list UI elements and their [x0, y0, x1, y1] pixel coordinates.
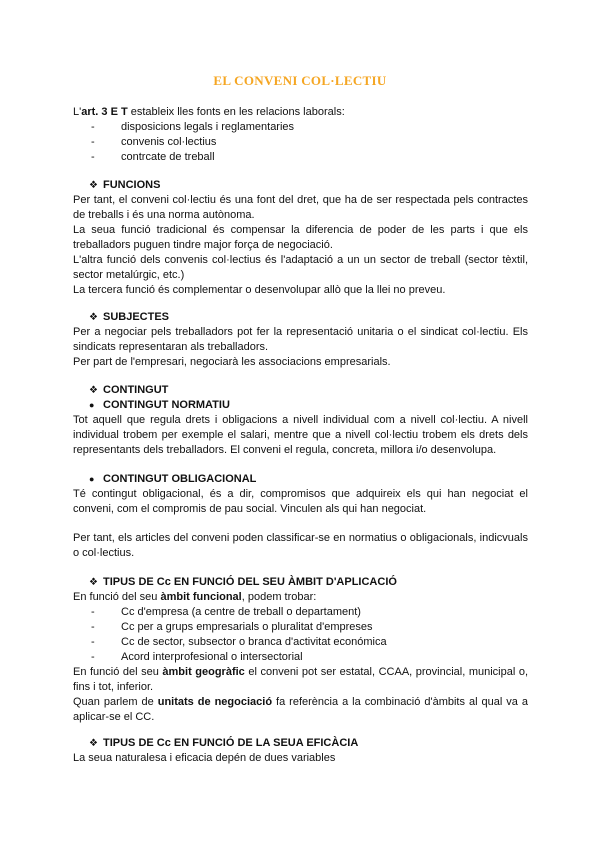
paragraph: La seua funció tradicional és compensar la diferencia de poder de les parts i que els treballadors puguen tindre major força de negociació.: [73, 224, 528, 251]
subsection-heading: [73, 472, 528, 487]
text-span: Quan parlem de: [73, 696, 158, 708]
bullet-icon: ●: [89, 400, 95, 410]
ambit-geografic-paragraph: [73, 665, 528, 695]
normatiu-heading: CONTINGUT NORMATIU: [103, 399, 230, 411]
text-span: el conveni pot ser estatal, CCAA, provincial, municipal o, fins i tot, inferior.: [73, 666, 528, 693]
list-item: [73, 620, 528, 635]
obligacional-section: [73, 472, 528, 517]
intro-suffix: estableix lles fonts en les relacions laborals:: [127, 106, 345, 118]
subsection-heading: [73, 398, 528, 413]
dash-marker: -: [91, 121, 95, 133]
text-span: En funció del seu: [73, 666, 163, 678]
bullet-icon: ●: [89, 474, 95, 484]
dash-marker: -: [91, 136, 95, 148]
list-item: [73, 605, 528, 620]
paragraph: La seua naturalesa i eficacia depén de dues variables: [73, 752, 336, 764]
contingut-section: [73, 383, 528, 458]
funcions-section: [73, 178, 528, 298]
diamond-icon: ❖: [89, 738, 98, 749]
diamond-icon: ❖: [89, 385, 98, 396]
document-title: EL CONVENI COL·LECTIU: [213, 73, 387, 88]
diamond-icon: ❖: [89, 180, 98, 191]
tipus-eficacia-section: [73, 736, 528, 766]
dash-marker: -: [91, 636, 95, 648]
unitats-negociacio-paragraph: [73, 695, 528, 725]
section-heading: [73, 178, 528, 193]
paragraph: Per tant, el conveni col·lectiu és una font del dret, que ha de ser respectada pels contractes de treballs i és una norma autònoma.: [73, 194, 528, 221]
paragraph: Per part de l'empresari, negociarà les associacions empresarials.: [73, 356, 391, 368]
diamond-icon: ❖: [89, 312, 98, 323]
paragraph: Té contingut obligacional, és a dir, compromisos que adquireix els qui han negociat el conveni, com el compromis de pau social. Vinculen als qui han negociat.: [73, 488, 528, 515]
contingut-heading: CONTINGUT: [103, 384, 169, 396]
diamond-icon: ❖: [89, 577, 98, 588]
list-item-text: convenis col·lectius: [121, 136, 217, 148]
list-item-text: Cc de sector, subsector o branca d'activitat económica: [121, 636, 387, 648]
list-item: [73, 635, 528, 650]
list-item-text: Cc d'empresa (a centre de treball o departament): [121, 606, 361, 618]
ambit-funcional-term: àmbit funcional: [160, 591, 242, 603]
text-span: , podem trobar:: [241, 591, 317, 603]
tipus-ambit-heading: TIPUS DE Cc EN FUNCIÓ DEL SEU ÀMBIT D'APLICACIÓ: [103, 576, 397, 588]
paragraph: Tot aquell que regula drets i obligacions a nivell individual com a nivell col·lectiu. A nivell individual trobem per exemple el salari, mentre que a nivell col·lectiu trobem els drets dels representants dels treballadors. El conveni el regula, concreta, millora i/o desenvolupa.: [73, 414, 528, 456]
intro-block: [73, 105, 528, 165]
funcions-heading: FUNCIONS: [103, 179, 161, 191]
ambit-funcional-line: [73, 590, 528, 605]
text-span: En funció del seu: [73, 591, 161, 603]
section-heading: [73, 383, 528, 398]
list-item: [73, 120, 528, 135]
list-item: [73, 650, 528, 665]
section-heading: [73, 575, 528, 590]
list-item: [73, 135, 528, 150]
subjectes-section: [73, 310, 528, 370]
dash-marker: -: [91, 151, 95, 163]
intro-article-ref: art. 3 E T: [81, 106, 128, 118]
list-item-text: contrcate de treball: [121, 151, 215, 163]
contingut-summary: Per tant, els articles del conveni poden classificar-se en normatius o obligacionals, indicvuals o col·lectius.: [73, 532, 528, 559]
list-item: [73, 150, 528, 165]
list-item-text: disposicions legals i reglamentaries: [121, 121, 295, 133]
dash-marker: -: [91, 606, 95, 618]
unitats-negociacio-term: unitats de negociació: [157, 696, 273, 708]
text-span: fa referència a la combinació d'àmbits al qual va a aplicar-se el CC.: [73, 696, 528, 723]
obligacional-heading: CONTINGUT OBLIGACIONAL: [103, 473, 257, 485]
tipus-eficacia-heading: TIPUS DE Cc EN FUNCIÓ DE LA SEUA EFICÀCIA: [103, 737, 359, 749]
list-item-text: Acord interprofesional o intersectorial: [121, 651, 303, 663]
paragraph: L'altra funció dels convenis col·lectius és l'adaptació a un un sector de treball (sector tèxtil, sector metalúrgic, etc.): [73, 254, 528, 281]
tipus-ambit-section: [73, 575, 528, 725]
section-heading: [73, 736, 528, 751]
intro-prefix: L': [73, 106, 82, 118]
dash-marker: -: [91, 621, 95, 633]
dash-marker: -: [91, 651, 95, 663]
ambit-geografic-term: àmbit geogràfic: [162, 666, 245, 678]
paragraph: Per a negociar pels treballadors pot fer la representació unitaria o el sindicat col·lectiu. Els sindicats representaran als treballadors.: [73, 326, 528, 353]
subjectes-heading: SUBJECTES: [103, 311, 170, 323]
intro-line: [73, 105, 528, 120]
paragraph: La tercera funció és complementar o desenvolupar allò que la llei no preveu.: [73, 284, 446, 296]
list-item-text: Cc per a grups empresarials o pluralitat d'empreses: [121, 621, 373, 633]
section-heading: [73, 310, 528, 325]
